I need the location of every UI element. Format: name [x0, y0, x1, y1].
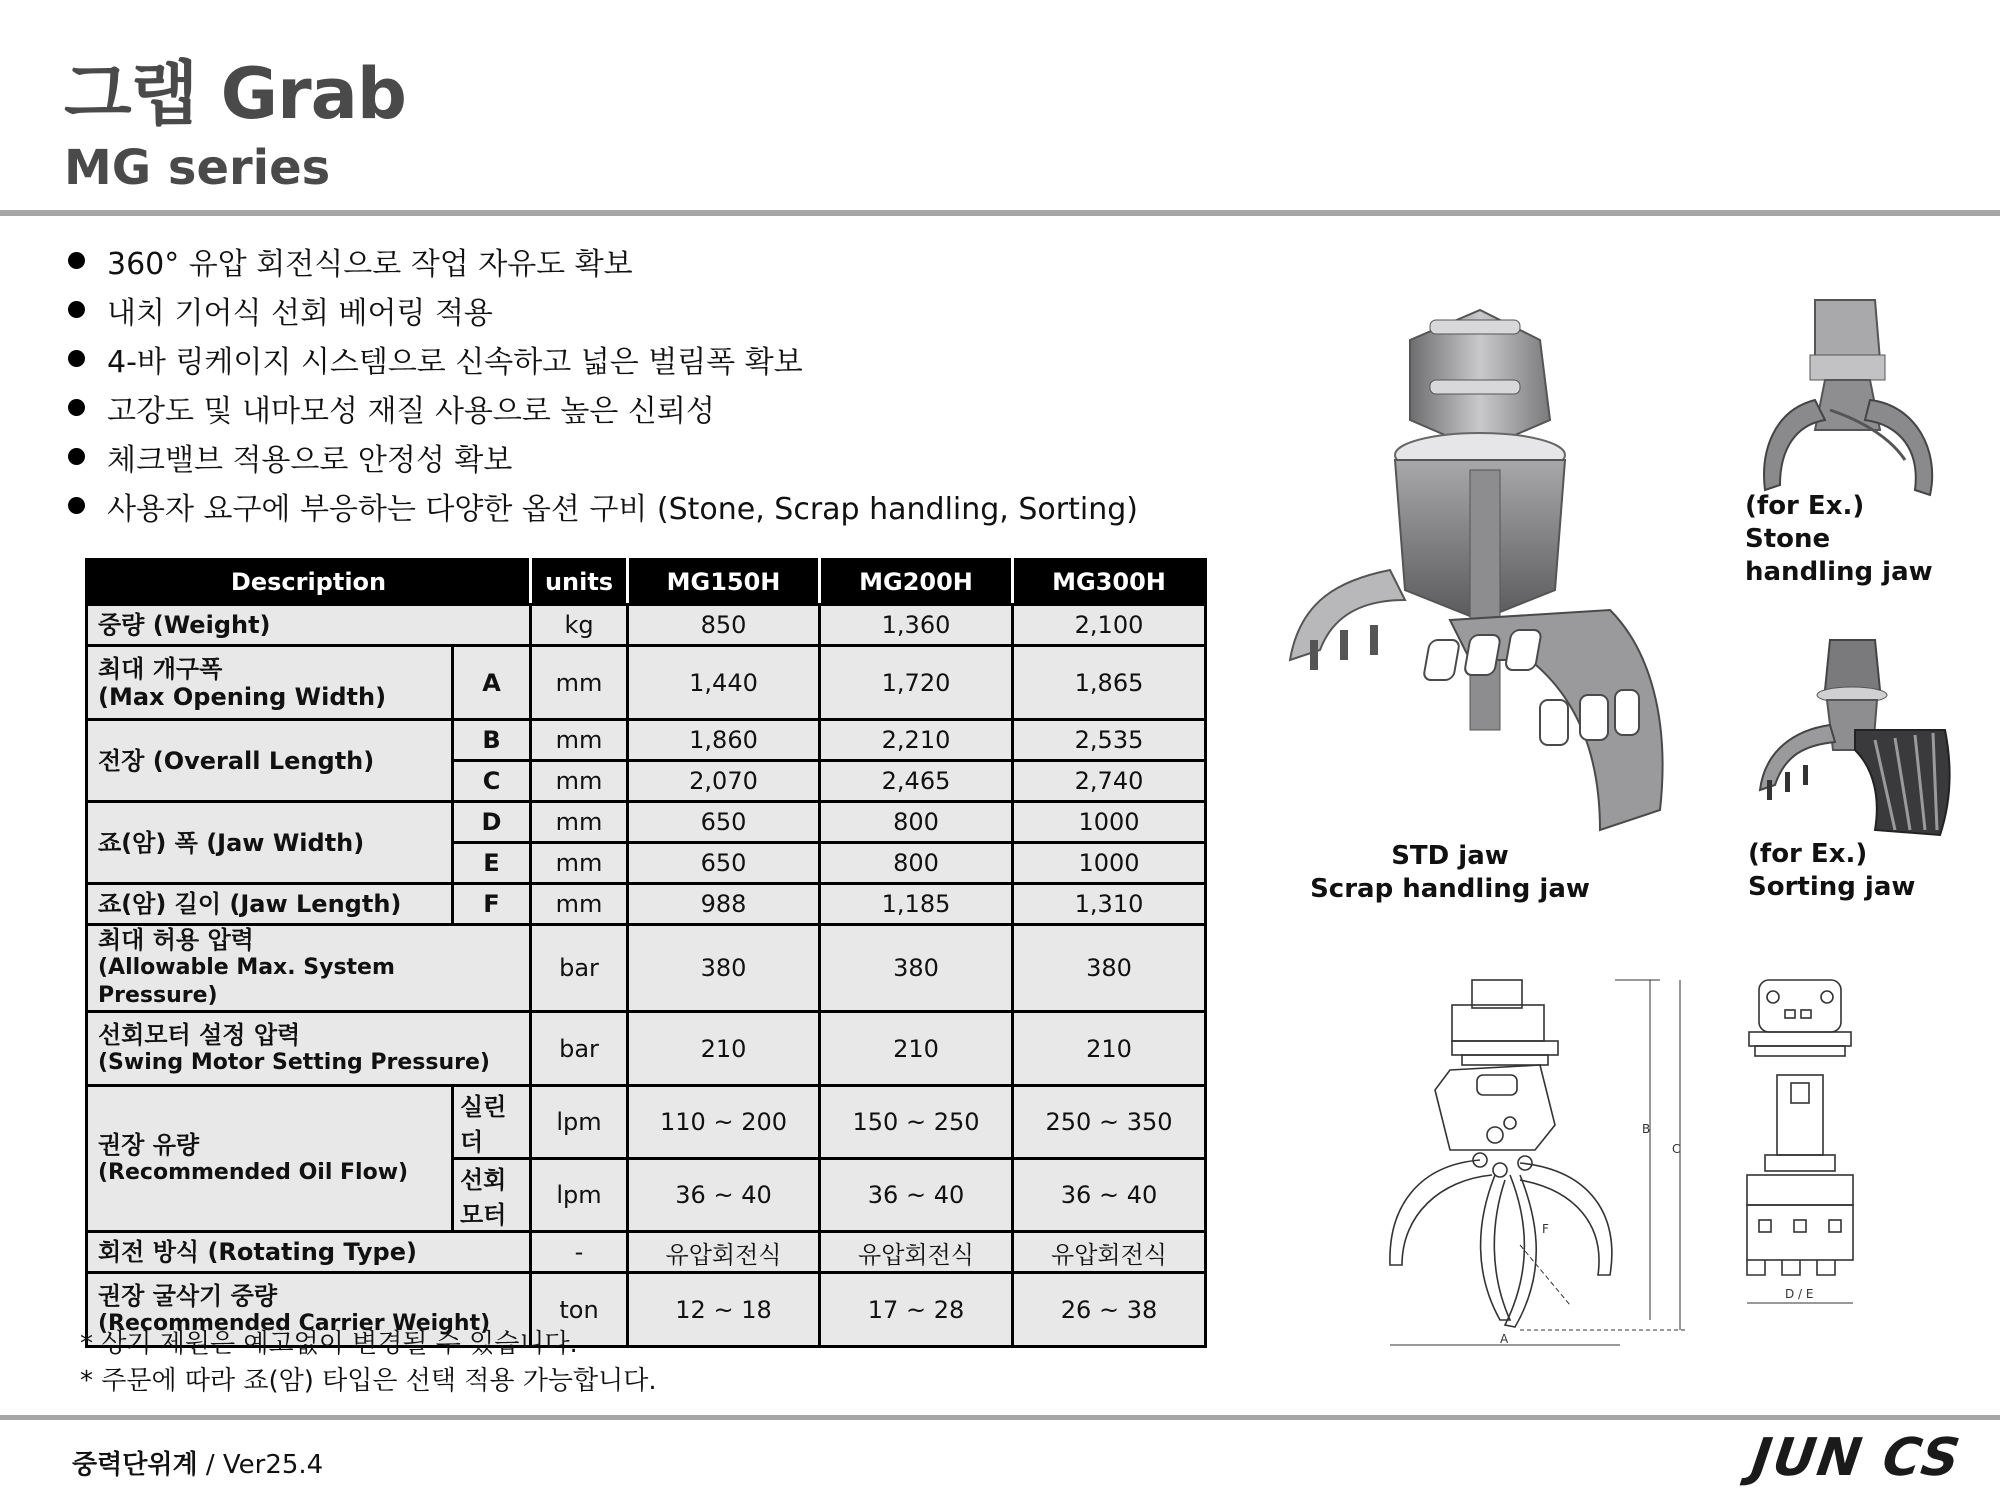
std-grab-image	[1280, 300, 1680, 840]
feature-item: 사용자 요구에 부응하는 다양한 옵션 구비 (Stone, Scrap handling, Sorting)	[68, 481, 1138, 530]
dim-label-a: A	[1500, 1332, 1509, 1346]
sorting-jaw-caption: (for Ex.) Sorting jaw	[1748, 839, 1916, 902]
stone-jaw-image	[1755, 290, 1945, 500]
table-row: 선회모터 설정 압력 (Swing Motor Setting Pressure) bar 210 210 210	[87, 1012, 1206, 1086]
bullet-icon	[68, 350, 85, 367]
stone-jaw-caption: (for Ex.) Stone handling jaw	[1745, 491, 1933, 587]
bullet-icon	[68, 301, 85, 318]
table-row: 죠(암) 길이 (Jaw Length) F mm 988 1,185 1,310	[87, 884, 1206, 925]
footnotes	[80, 1326, 657, 1400]
feature-item: 4-바 링케이지 시스템으로 신속하고 넓은 벌림폭 확보	[68, 334, 1138, 383]
feature-item: 체크밸브 적용으로 안정성 확보	[68, 432, 1138, 481]
dim-label-c: C	[1672, 1142, 1681, 1156]
page-title: 그랩 Grab	[64, 53, 406, 135]
version: / Ver25.4	[197, 1450, 324, 1480]
col-mg150h: MG150H	[628, 560, 820, 605]
table-row: 회전 방식 (Rotating Type) - 유압회전식 유압회전식 유압회전식	[87, 1232, 1206, 1273]
col-description: Description	[87, 560, 531, 605]
bullet-icon	[68, 252, 85, 269]
col-mg300h: MG300H	[1013, 560, 1206, 605]
footnote: * 상기 제원은 예고없이 변경될 수 있습니다.	[80, 1329, 578, 1359]
table-row: 선회모터 lpm 36 ~ 40 36 ~ 40 36 ~ 40	[87, 1159, 1206, 1232]
dim-label-de: D / E	[1785, 1287, 1814, 1301]
footer-info	[72, 1444, 323, 1481]
table-row: 죠(암) 폭 (Jaw Width) D mm 650 800 1000	[87, 802, 1206, 843]
sorting-jaw-image	[1755, 630, 1955, 840]
table-row: 최대 허용 압력 (Allowable Max. System Pressure) bar 380 380 380	[87, 925, 1206, 1012]
table-row: 전장 (Overall Length) B mm 1,860 2,210 2,535	[87, 720, 1206, 761]
feature-item: 고강도 및 내마모성 재질 사용으로 높은 신뢰성	[68, 383, 1138, 432]
dim-label-f: F	[1542, 1222, 1549, 1236]
side-view-drawing	[1735, 975, 1865, 1315]
page-subtitle: MG series	[64, 140, 331, 196]
table-row: 중량 (Weight) kg 850 1,360 2,100	[87, 605, 1206, 646]
feature-list	[68, 236, 1138, 530]
table-header-row	[87, 560, 1206, 605]
table-row: 권장 유량 (Recommended Oil Flow) 실린더 lpm 110 ~ 200 150 ~ 250 250 ~ 350	[87, 1086, 1206, 1159]
table-row: 권장 굴삭기 중량 (Recommended Carrier Weight) ton 12 ~ 18 17 ~ 28 26 ~ 38	[87, 1273, 1206, 1347]
unit-system: 중력단위계	[72, 1450, 198, 1480]
footer-divider	[0, 1415, 2000, 1420]
col-mg200h: MG200H	[820, 560, 1013, 605]
std-jaw-caption: STD jaw Scrap handling jaw	[1310, 841, 1590, 904]
feature-item: 360° 유압 회전식으로 작업 자유도 확보	[68, 236, 1138, 285]
bullet-icon	[68, 399, 85, 416]
dim-label-b: B	[1642, 1122, 1651, 1136]
col-units: units	[531, 560, 628, 605]
front-view-drawing	[1380, 975, 1710, 1360]
header-divider	[0, 210, 2000, 216]
feature-item: 내치 기어식 선회 베어링 적용	[68, 285, 1138, 334]
table-row: 최대 개구폭 (Max Opening Width) A mm 1,440 1,720 1,865	[87, 646, 1206, 720]
table-row: C mm 2,070 2,465 2,740	[87, 761, 1206, 802]
company-logo: JUN CS	[1747, 1428, 1966, 1488]
table-row: E mm 650 800 1000	[87, 843, 1206, 884]
spec-table	[85, 558, 1207, 1348]
bullet-icon	[68, 448, 85, 465]
footnote: * 주문에 따라 죠(암) 타입은 선택 적용 가능합니다.	[80, 1366, 657, 1396]
bullet-icon	[68, 497, 85, 514]
